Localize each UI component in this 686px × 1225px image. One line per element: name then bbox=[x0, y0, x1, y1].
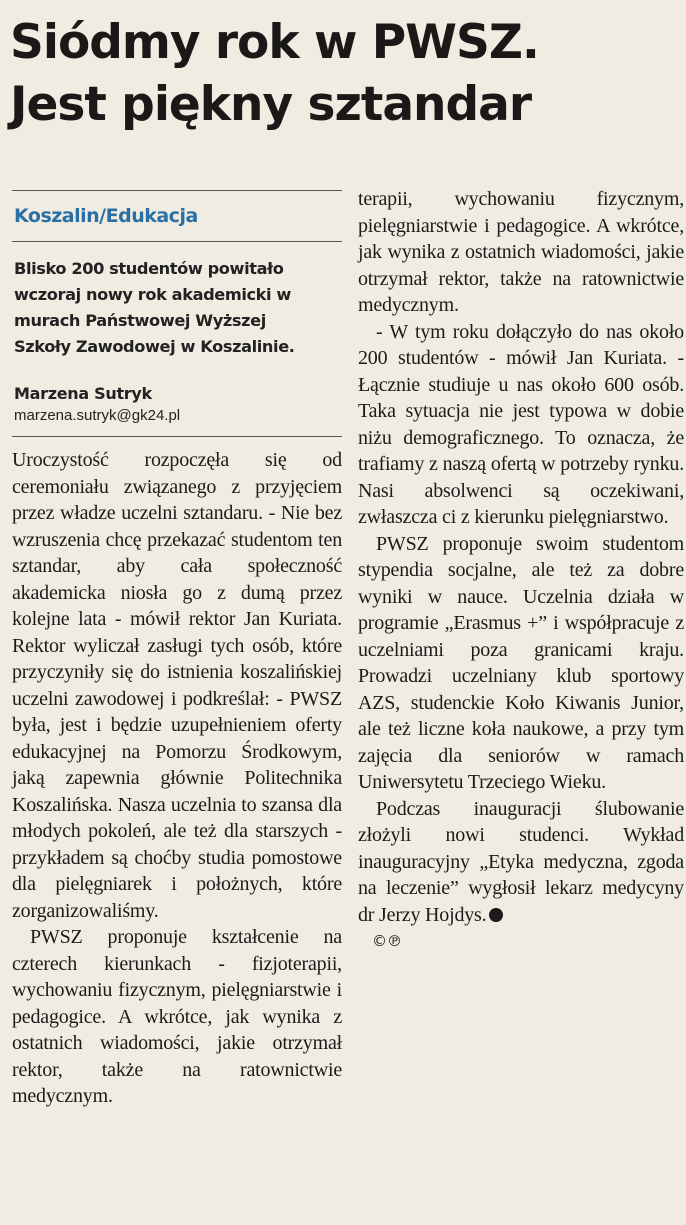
section-label: Koszalin/Edukacja bbox=[14, 205, 198, 227]
author-email: marzena.sutryk@gk24.pl bbox=[14, 407, 181, 424]
body-paragraph-1: Uroczystość rozpoczęła się od ceremoniału związanego z przyjęciem przez władze uczelni sztandaru. - Nie bez wzruszenia chcę przekazać studentom ten sztandar, aby cała społeczność akademicka niosła go z dumą przez kolejne lata - mówił rektor Jan Kuriata. Rektor wyliczał zasługi tych osób, które przyczyniły się do istnienia koszalińskiej uczelni zawodowej i podkreślał: - PWSZ była, jest i będzie uzupełnieniem oferty edukacyjnej na Pomorzu Środkowym, jaką zapewnia głównie Politechnika Koszalińska. Nasza uczelnia to szansa dla młodych pokoleń, ale też dla starszych - przykładem są choćby studia pomostowe dla pielęgniarek i położnych, które zorganizowaliśmy. bbox=[12, 449, 342, 922]
left-column bbox=[12, 190, 342, 1107]
body-paragraph-2-start bbox=[12, 924, 342, 1107]
headline-line-1: Siódmy rok w PWSZ. bbox=[10, 15, 539, 70]
body-paragraph-4: PWSZ proponuje swoim studentom stypendia socjalne, ale też za dobre wyniki w nauce. Uczelnia działa w programie „Erasmus +” i współpracuje z uczelniami poza granicami kraju. Prowadzi uczelniany klub sportowy AZS, studenckie Koło Kiwanis Junior, ale też liczne koła naukowe, a przy tym zajęcia dla seniorów w ramach Uniwersytetu Trzeciego Wieku. bbox=[358, 532, 684, 793]
lead-paragraph: Blisko 200 studentów powitało wczoraj nowy rok akademicki w murach Państwowej Wyższej Szkoły Zawodowej w Koszalinie. bbox=[14, 259, 295, 356]
author-name: Marzena Sutryk bbox=[14, 384, 152, 403]
divider-byline bbox=[12, 436, 342, 437]
divider-top bbox=[12, 190, 342, 191]
body-paragraph-3: - W tym roku dołączyło do nas około 200 studentów - mówił Jan Kuriata. - Łącznie studiuje u nas około 600 osób. Taka sytuacja nie jest typowa w dobie niżu demograficznego. To oznacza, że trafiamy z naszą ofertą w potrzeby rynku. Nasi absolwenci są oczekiwani, zwłaszcza ci z kierunku pielęgniarstwo. bbox=[358, 320, 684, 528]
body-paragraph-5 bbox=[358, 796, 684, 929]
right-column bbox=[358, 186, 684, 950]
divider-section bbox=[12, 241, 342, 242]
headline bbox=[10, 12, 680, 136]
end-mark-icon bbox=[489, 908, 503, 922]
body-paragraph-2-continued: terapii, wychowaniu fizycznym, pielęgniarstwie i pedagogice. A wkrótce, jak wynika z ostatnich wiadomości, jakie otrzymał rektor, także na ratownictwie medycznym. bbox=[358, 188, 684, 316]
body-paragraph-5-text: Podczas inauguracji ślubowanie złożyli nowi studenci. Wykład inauguracyjny „Etyka medyczna, zgoda na leczenie” wygłosił lekarz medycyny dr Jerzy Hojdys. bbox=[358, 797, 684, 926]
body-paragraph-2-text: PWSZ proponuje kształcenie na czterech kierunkach - fizjoterapii, wychowaniu fizycznym, pielęgniarstwie i pedagogice. A wkrótce, jak wynika z ostatnich wiadomości, jakie otrzymał rektor, także na ratownictwie medycznym. bbox=[12, 926, 342, 1107]
copyright-credit: ©℗ bbox=[372, 932, 402, 950]
headline-line-2: Jest piękny sztandar bbox=[10, 77, 532, 132]
